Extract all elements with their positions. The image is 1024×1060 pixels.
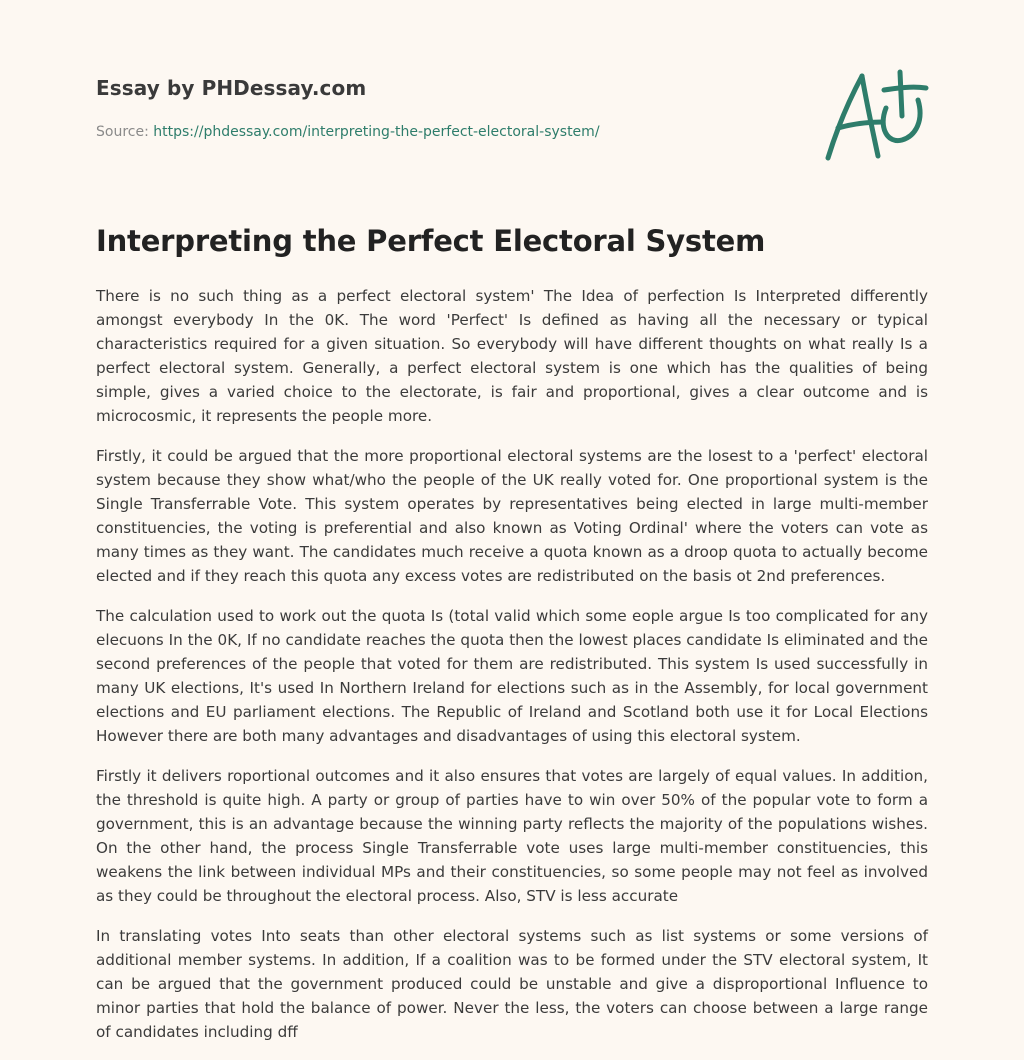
essay-body xyxy=(96,284,928,1060)
paragraph: There is no such thing as a perfect electoral system' The Idea of perfection Is Interpreted differently amongst everybody In the 0K. The word 'Perfect' Is defined as having all the necessary or typical characteristics required for a given situation. So everybody will have different thoughts on what really Is a perfect electoral system. Generally, a perfect electoral system is one which has the qualities of being simple, gives a varied choice to the electorate, is fair and proportional, gives a clear outcome and is microcosmic, it represents the people more. xyxy=(96,287,928,425)
document-title: Interpreting the Perfect Electoral System xyxy=(96,224,766,258)
paragraph: Firstly, it could be argued that the more proportional electoral systems are the losest to a 'perfect' electoral system because they show what/who the people of the UK really voted for. One proportional system is the Single Transferrable Vote. This system operates by representatives being elected in large multi-member constituencies, the voting is preferential and also known as Voting Ordinal' where the voters can vote as many times as they want. The candidates much receive a quota known as a droop quota to actually become elected and if they reach this quota any excess votes are redistributed on the basis ot 2nd preferences. xyxy=(96,447,928,585)
paragraph: Firstly it delivers roportional outcomes and it also ensures that votes are largely of equal values. In addition, the threshold is quite high. A party or group of parties have to win over 50% of the popular vote to form a government, this is an advantage because the winning party reflects the majority of the populations wishes. On the other hand, the process Single Transferrable vote uses large multi-member constituencies, this weakens the link between individual MPs and their constituencies, so some people may not feel as involved as they could be throughout the electoral process. Also, STV is less accurate xyxy=(96,767,928,905)
paragraph: In translating votes Into seats than other electoral systems such as list systems or some versions of additional member systems. In addition, If a coalition was to be formed under the STV electoral system, It can be argued that the government produced could be unstable and give a disproportional Influence to minor parties that hold the balance of power. Never the less, the voters can choose between a large range of candidates including dff xyxy=(96,927,928,1041)
source-label: Source: xyxy=(96,124,149,140)
a-plus-grade-icon xyxy=(820,66,930,166)
brand-title: Essay by PHDessay.com xyxy=(96,76,367,100)
source-line xyxy=(96,124,600,140)
paragraph: The calculation used to work out the quota Is (total valid which some eople argue Is too complicated for any elecuons In the 0K, If no candidate reaches the quota then the lowest places candidate Is eliminated and the second preferences of the people that voted for them are redistributed. This system Is used successfully in many UK elections, It's used In Northern Ireland for elections such as in the Assembly, for local government elections and EU parliament elections. The Republic of Ireland and Scotland both use it for Local Elections However there are both many advantages and disadvantages of using this electoral system. xyxy=(96,607,928,745)
source-link[interactable]: https://phdessay.com/interpreting-the-perfect-electoral-system/ xyxy=(153,124,600,140)
